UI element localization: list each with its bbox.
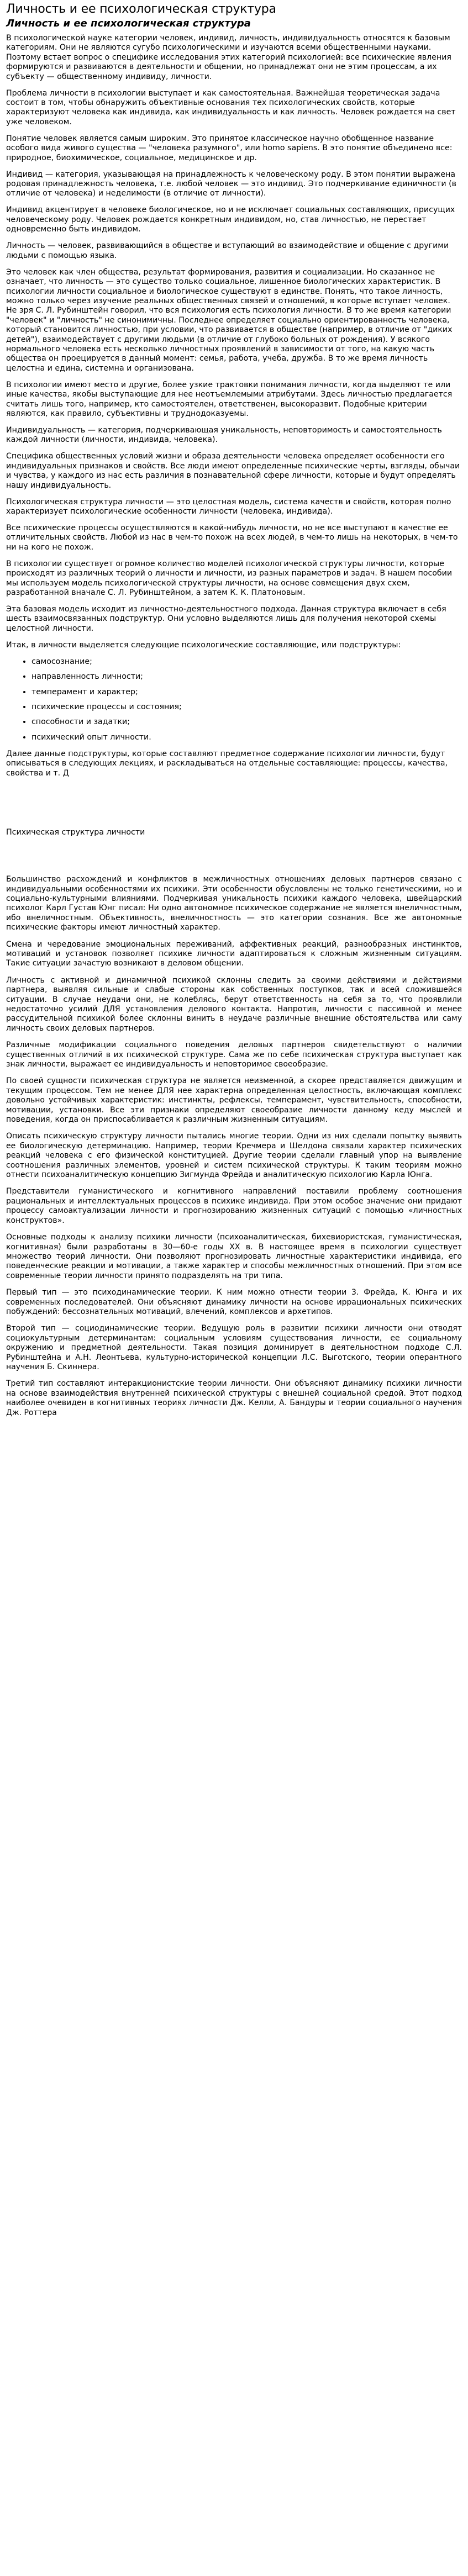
paragraph: Представители гуманистического и когнитивного направлений поставили проблему соотношения рациональных и интеллектуальных процессов в психике индивида. При этом особое значение они придают процессу самоактуализации личности и прогнозированию жизненных ситуаций с помощью «личностных конструктов».	[6, 1187, 462, 1225]
paragraph: Первый тип — это психодинамические теории. К ним можно отнести теории 3. Фрейда, К. Юнга и их современных последователей. Они объясняют динамику личности на основе иррациональных психических побуждений: бессознательных мотиваций, влечений, комплексов и архетипов.	[6, 1288, 462, 1316]
document-title: Личность и ее психологическая структура	[6, 2, 276, 16]
paragraph: Личность с активной и динамичной психикой склонны следить за своими действиями и действиями партнера, выявляя сильные и слабые стороны как собственных поступков, так и всей сложившейся ситуации. В случае неудачи они, не колеблясь, берут ответственность на себя за то, что проявлили недостаточно усилий ДЛЯ установления делового контакта. Напротив, личности с пассивной и менее рассудительной психикой более склонны винить в неудаче различные внешние обстоятельства или саму личность своих деловых партнеров.	[6, 975, 462, 1033]
paragraph: По своей сущности психическая структура не является неизменной, а скорее представляется движущим и текущим процессом. Тем не менее ДЛЯ нее характерна определенная целостность, включающая комплекс довольно устойчивых характеристик: инстинкты, рефлексы, темперамент, чувствительность, способности, мотивации, установки. Все эти признаки определяют своеобразие личности данному кеду мыслей и поведения, когда он приспосабливается к различным жизненным ситуациям.	[6, 1076, 462, 1125]
paragraph: Описать психическую структуру личности пытались многие теории. Одни из них сделали попытку выявить ее биологическую детерминацию. Например, теории Кречмера и Шелдона связали характер психических реакций человека с его физической конституцией. Другие теории сделали главный упор на выявление соотношения различных элементов, уровней и систем психической структуры. К таким теориям можно отнести психоаналитическую концепцию Зигмунда Фрейда и аналитическую психологию Карла Юнга.	[6, 1132, 462, 1180]
paragraph: Психологическая структура личности — это целостная модель, система качеств и свойств, которая полно характеризует психологические особенности личности (человека, индивида).	[6, 497, 451, 516]
paragraph: Различные модификации социального поведения деловых партнеров свидетельствуют о наличии существенных отличий в их психической структуре. Сама же по себе психическая структура выступает как знак личности, выражает ее индивидуальность и неповторимое своеобразие.	[6, 1041, 462, 1069]
paragraph: Смена и чередование эмоциональных переживаний, аффективных реакций, разнообразных инстинктов, мотиваций и установок позволяет психике личности адаптироваться к сложным жизненным ситуациям. Такие ситуации зачастую возникают в деловом общении.	[6, 939, 462, 968]
paragraph: Второй тип — социодинамические теории. Ведущую роль в развитии психики личности они отводят социокультурным детерминантам: социальным условиям существования личности, ее социальному окружению и предметной деятельности. Такая позиция доминирует в деятельностном подходе С.Л. Рубинштейна и А.Н. Леонтьева, культурно-исторической концепции Л.С. Выготского, теории оперантного научения Б. Скиннера.	[6, 1324, 462, 1371]
paragraph: Индивид — категория, указывающая на принадлежность к человеческому роду. В этом понятии выражена родовая принадлежность человека, т.е. любой человек — это индивид. Это подчеркивание единичности (в отличие от человека) и неделимости (в отличие от личности).	[6, 170, 456, 198]
paragraph: Все психические процессы осуществляются в какой-нибудь личности, но не все выступают в качестве ее отличительных свойств. Любой из нас в чем-то похож на всех людей, в чем-то лишь на некоторых, в чем-то ни на кого не похож.	[6, 524, 458, 552]
paragraph: Это человек как член общества, результат формирования, развития и социализации. Но сказанное не означает, что личность — это существо только социальное, лишенное биологических характеристик. В психологии личности социальное и биологическое существуют в единстве. Понять, что такое личность, можно только через изучение реальных общественных связей и отношений, в которые вступает человек. Не зря С. Л. Рубинштейн говорил, что вся психология есть психология личности. В то же время категории "человек" и "личность" не синонимичны. Последнее определяет социально ориентированность человека, который становится личностью, при условии, что развивается в обществе (например, в отличие от "диких детей"), взаимодействует с другими людьми (в отличие от глубоко больных от рождения). У всякого нормального человека есть несколько личностных проявлений в зависимости от того, на какую часть общества он проецируется в данный момент: семья, работа, учеба, дружба. В то же время личность целостна и едина, системна и организована.	[6, 267, 453, 373]
substructure-list	[6, 657, 462, 742]
document-subtitle: Личность и ее психологическая структура	[6, 18, 251, 29]
paragraph: В психологической науке категории человек, индивид, личность, индивидуальность относятся к базовым категориям. Они не являются сугубо психологическими и изучаются всеми общественными науками. Поэтому встает вопрос о специфике исследования этих категорий психологией: все психические явления формируются и развиваются в деятельности и общении, но принадлежат они не этим процессам, а их субъекту — общественному индивиду, личности.	[6, 34, 451, 81]
paragraph: Понятие человек является самым широким. Это принятое классическое научно обобщенное название особого вида живого существа — "человека разумного", или homo sapiens. В это понятие объединено все: природное, биохимическое, социальное, медицинское и др.	[6, 134, 453, 162]
paragraph: Основные подходы к анализу психики личности (психоаналитическая, бихевиористская, гуманистическая, когнитивная) были разработаны в 30—60-е годы XX в. В настоящее время в психологии существует множество теорий личности. Они позволяют прогнозировать личностные характеристики индивида, его поведенческие реакции и мотивации, а также характер и способы межличностных отношений. При этом все современные теории личности принято подразделять на три типа.	[6, 1233, 462, 1280]
spacer	[6, 785, 462, 828]
paragraph: Личность — человек, развивающийся в обществе и вступающий во взаимодействие и общение с другими людьми с помощью языка.	[6, 241, 449, 260]
paragraph: Третий тип составляют интеракционистские теории личности. Они объясняют динамику психики личности на основе взаимодействия внутренней психической структуры с внешней социальной средой. Этот подход наиболее очевиден в когнитивных теориях личности Дж. Келли, А. Бандуры и теории социального научения Дж. Роттера	[6, 1379, 462, 1417]
section-heading: Психическая структура личности	[6, 827, 145, 837]
list-item: • темперамент и характер;	[31, 688, 462, 697]
paragraph: В психологии имеют место и другие, более узкие трактовки понимания личности, когда выделяют те или иные качества, якобы выступающие для нее неотъемлемыми атрибутами. Здесь личностью предлагается считать лишь того, например, кто самостоятелен, ответственен, высокоразвит. Подобные критерии являются, как правило, субъективны и труднодоказуемы.	[6, 380, 453, 418]
list-item: • направленность личности;	[31, 672, 462, 682]
paragraph: Специфика общественных условий жизни и образа деятельности человека определяет особенности его индивидуальных признаков и свойств. Все люди имеют определенные психические черты, взгляды, обычаи и чувства, у каждого из нас есть различия в познавательной сфере личности, которые и будут определять нашу индивидуальность.	[6, 452, 460, 490]
list-item: • самосознание;	[31, 657, 462, 667]
paragraph: Большинство расхождений и конфликтов в межличностных отношениях деловых партнеров связано с индивидуальными особенностями их психики. Эти особенности обусловлены не только генетическими, но и социально-культурными влияниями. Подчеркивая уникальность психики каждого человека, швейцарский психолог Карл Густав Юнг писал: Ни одно автономное психическое содержание не является внеличностным, ибо внеличностным. Объективность, внеличностность — это категории сознания. Все же автономные психические факторы имеют личностный характер.	[6, 875, 462, 932]
paragraph: Индивид акцентирует в человеке биологическое, но и не исключает социальных составляющих, присущих человеческому роду. Человек рождается конкретным индивидом, но, став личностью, не перестает одновременно быть индивидом.	[6, 205, 455, 234]
list-item: • психические процессы и состояния;	[31, 703, 462, 712]
paragraph: В психологии существует огромное количество моделей психологической структуры личности, которые происходят из различных теорий о личности и личности, из разных параметров и задач. В нашем пособии мы используем модель психологической структуры личности, на основе совмещения двух схем, разработанной вначале С. Л. Рубинштейном, а затем К. К. Платоновым.	[6, 559, 453, 598]
section-psychic-structure	[6, 875, 462, 1418]
paragraph: Итак, в личности выделяется следующие психологические составляющие, или подструктуры:	[6, 640, 401, 650]
paragraph: Эта базовая модель исходит из личностно-деятельностного подхода. Данная структура включает в себя шесть взаимосвязанных подструктур. Они условно выделяются лишь для получения некоторой схемы целостной личности.	[6, 605, 446, 633]
paragraph: Проблема личности в психологии выступает и как самостоятельная. Важнейшая теоретическая задача состоит в том, чтобы обнаружить объективные основания тех психологических свойств, которые характеризуют человека как индивида, как индивидуальность и как личность. Человек рождается на свет уже человеком.	[6, 88, 456, 126]
list-item: • психический опыт личности.	[31, 733, 462, 742]
section-personality	[6, 34, 462, 778]
list-item: • способности и задатки;	[31, 717, 462, 727]
paragraph-closing: Далее данные подструктуры, которые составляют предметное содержание психологии личности, будут описываться в следующих лекциях, и раскладываться на отдельные составляющие: процессы, качества, свойства и т. Д	[6, 749, 448, 778]
paragraph: Индивидуальность — категория, подчеркивающая уникальность, неповторимость и самостоятельность каждой личности (личности, индивида, человека).	[6, 425, 442, 445]
